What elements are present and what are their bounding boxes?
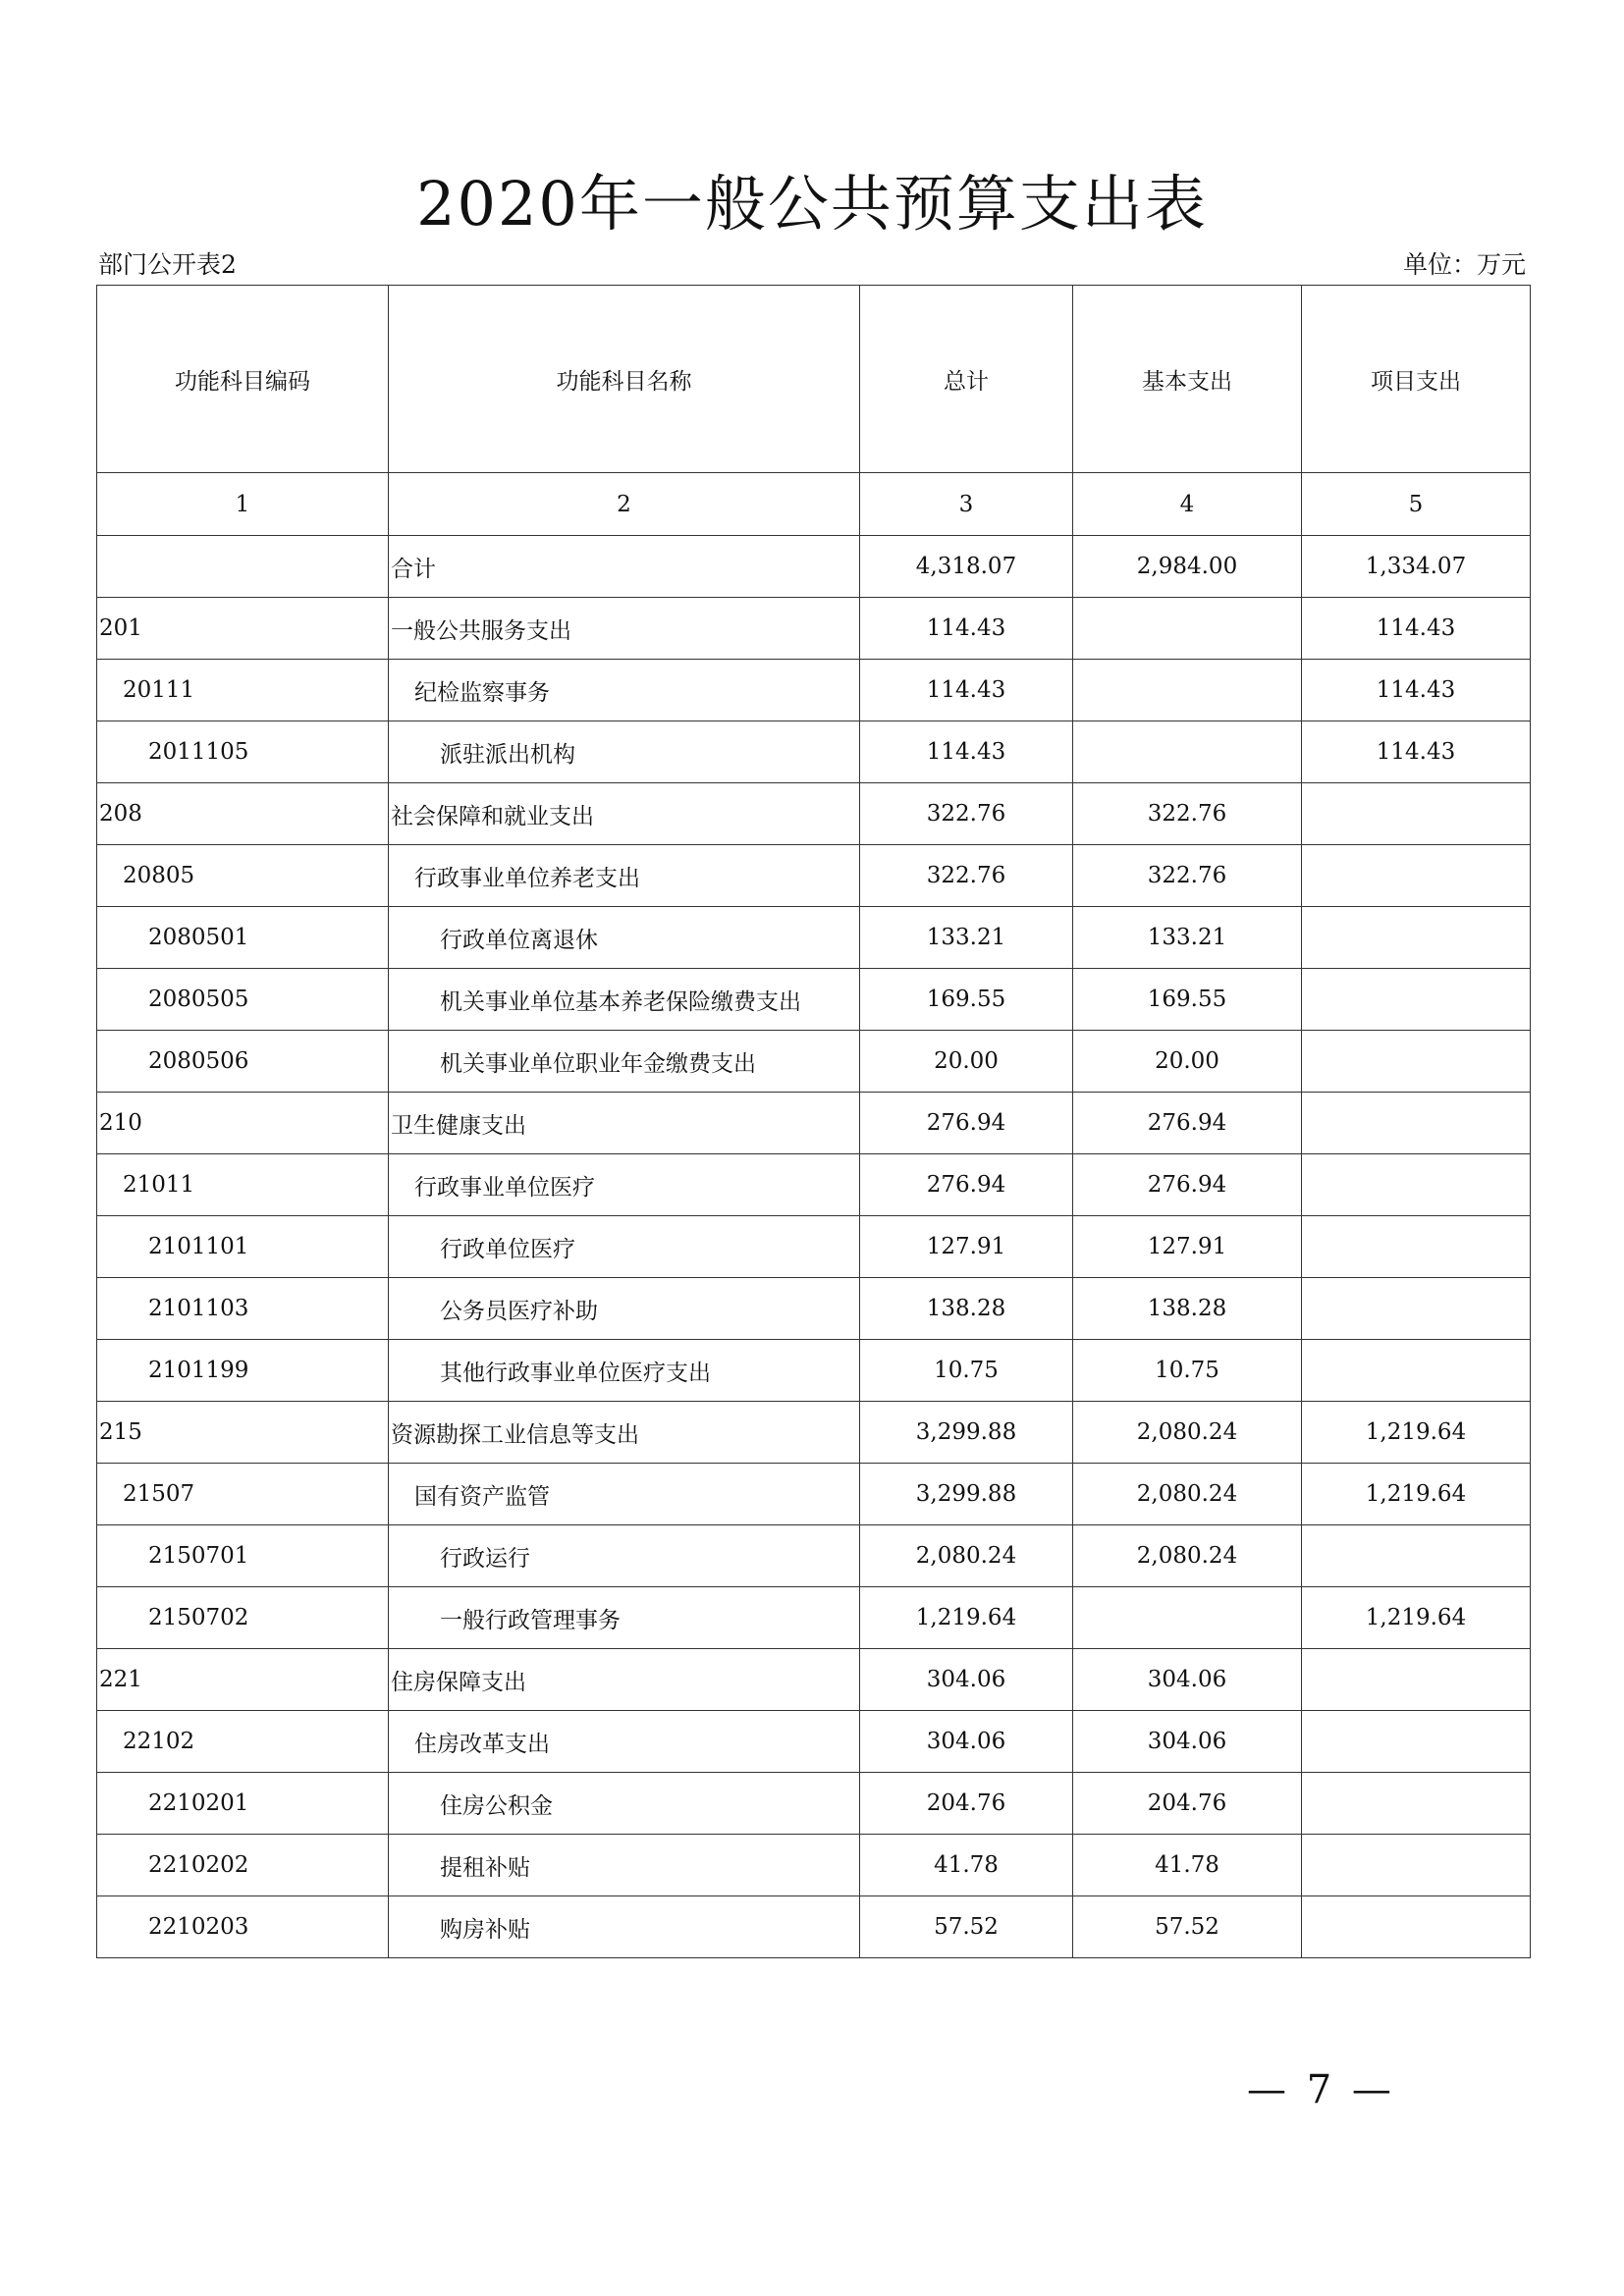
- table-row: [97, 1587, 1531, 1649]
- project-cell: [1302, 1340, 1531, 1402]
- basic-cell: 322.76: [1073, 845, 1302, 907]
- total-cell: 114.43: [860, 660, 1073, 721]
- header-total: 总计: [860, 286, 1073, 473]
- project-cell: 1,334.07: [1302, 536, 1531, 598]
- table-row: [97, 1649, 1531, 1711]
- name-cell: 其他行政事业单位医疗支出: [389, 1340, 860, 1402]
- basic-cell: 304.06: [1073, 1711, 1302, 1773]
- code-cell: 22102: [97, 1711, 389, 1773]
- total-cell: 204.76: [860, 1773, 1073, 1835]
- code-cell: 215: [97, 1402, 389, 1464]
- project-cell: [1302, 1278, 1531, 1340]
- project-cell: 114.43: [1302, 660, 1531, 721]
- project-cell: [1302, 969, 1531, 1031]
- table-row: [97, 1464, 1531, 1525]
- code-cell: 2150701: [97, 1525, 389, 1587]
- basic-cell: 10.75: [1073, 1340, 1302, 1402]
- page-number: — 7 —: [1247, 2067, 1395, 2112]
- table-row: [97, 1154, 1531, 1216]
- basic-cell: [1073, 721, 1302, 783]
- project-cell: [1302, 783, 1531, 845]
- name-cell: 行政事业单位养老支出: [389, 845, 860, 907]
- code-cell: 2101199: [97, 1340, 389, 1402]
- table-row: [97, 969, 1531, 1031]
- table-row: [97, 1773, 1531, 1835]
- project-cell: [1302, 1896, 1531, 1958]
- table-row: [97, 1216, 1531, 1278]
- basic-cell: 2,080.24: [1073, 1402, 1302, 1464]
- name-cell: 行政单位医疗: [389, 1216, 860, 1278]
- name-cell: 一般行政管理事务: [389, 1587, 860, 1649]
- code-cell: 210: [97, 1093, 389, 1154]
- total-cell: 133.21: [860, 907, 1073, 969]
- index-cell: 1: [97, 473, 389, 536]
- name-cell: 购房补贴: [389, 1896, 860, 1958]
- project-cell: [1302, 1216, 1531, 1278]
- basic-cell: 41.78: [1073, 1835, 1302, 1896]
- total-cell: 41.78: [860, 1835, 1073, 1896]
- name-cell: 国有资产监管: [389, 1464, 860, 1525]
- name-cell: 行政运行: [389, 1525, 860, 1587]
- total-cell: 1,219.64: [860, 1587, 1073, 1649]
- basic-cell: 169.55: [1073, 969, 1302, 1031]
- basic-cell: 304.06: [1073, 1649, 1302, 1711]
- basic-cell: [1073, 660, 1302, 721]
- total-cell: 322.76: [860, 783, 1073, 845]
- basic-cell: 20.00: [1073, 1031, 1302, 1093]
- basic-cell: [1073, 598, 1302, 660]
- table-label: 部门公开表2: [98, 250, 237, 279]
- total-cell: 57.52: [860, 1896, 1073, 1958]
- table-row: [97, 1278, 1531, 1340]
- basic-cell: 204.76: [1073, 1773, 1302, 1835]
- basic-cell: 276.94: [1073, 1154, 1302, 1216]
- total-cell: 114.43: [860, 598, 1073, 660]
- total-cell: 2,080.24: [860, 1525, 1073, 1587]
- project-cell: [1302, 907, 1531, 969]
- name-cell: 卫生健康支出: [389, 1093, 860, 1154]
- total-cell: 10.75: [860, 1340, 1073, 1402]
- code-cell: 2101101: [97, 1216, 389, 1278]
- name-cell: 住房保障支出: [389, 1649, 860, 1711]
- unit-label: 单位：万元: [1402, 250, 1526, 279]
- basic-cell: 276.94: [1073, 1093, 1302, 1154]
- project-cell: [1302, 1525, 1531, 1587]
- index-cell: 5: [1302, 473, 1531, 536]
- name-cell: 公务员医疗补助: [389, 1278, 860, 1340]
- name-cell: 行政单位离退休: [389, 907, 860, 969]
- basic-cell: 2,984.00: [1073, 536, 1302, 598]
- name-cell: 行政事业单位医疗: [389, 1154, 860, 1216]
- index-cell: 3: [860, 473, 1073, 536]
- project-cell: 1,219.64: [1302, 1402, 1531, 1464]
- code-cell: 221: [97, 1649, 389, 1711]
- total-cell: 3,299.88: [860, 1402, 1073, 1464]
- code-cell: 21507: [97, 1464, 389, 1525]
- table-row: [97, 1093, 1531, 1154]
- project-cell: [1302, 1093, 1531, 1154]
- total-cell: 127.91: [860, 1216, 1073, 1278]
- total-cell: 20.00: [860, 1031, 1073, 1093]
- basic-cell: 133.21: [1073, 907, 1302, 969]
- basic-cell: 322.76: [1073, 783, 1302, 845]
- code-cell: 2210202: [97, 1835, 389, 1896]
- code-cell: 2080505: [97, 969, 389, 1031]
- code-cell: 208: [97, 783, 389, 845]
- name-cell: 住房公积金: [389, 1773, 860, 1835]
- page-title: 2020年一般公共预算支出表: [416, 168, 1208, 240]
- table-row: [97, 1402, 1531, 1464]
- table-row: [97, 845, 1531, 907]
- project-cell: 114.43: [1302, 721, 1531, 783]
- basic-cell: 2,080.24: [1073, 1464, 1302, 1525]
- code-cell: 20111: [97, 660, 389, 721]
- name-cell: 派驻派出机构: [389, 721, 860, 783]
- basic-cell: 2,080.24: [1073, 1525, 1302, 1587]
- total-cell: 276.94: [860, 1154, 1073, 1216]
- code-cell: 2080501: [97, 907, 389, 969]
- table-row: [97, 721, 1531, 783]
- total-cell: 4,318.07: [860, 536, 1073, 598]
- code-cell: 2101103: [97, 1278, 389, 1340]
- code-cell: 2080506: [97, 1031, 389, 1093]
- table-row: [97, 536, 1531, 598]
- project-cell: [1302, 1711, 1531, 1773]
- code-cell: 201: [97, 598, 389, 660]
- name-cell: 资源勘探工业信息等支出: [389, 1402, 860, 1464]
- name-cell: 社会保障和就业支出: [389, 783, 860, 845]
- name-cell: 一般公共服务支出: [389, 598, 860, 660]
- table-row: [97, 1525, 1531, 1587]
- table-row: [97, 783, 1531, 845]
- index-cell: 4: [1073, 473, 1302, 536]
- total-cell: 304.06: [860, 1649, 1073, 1711]
- project-cell: 1,219.64: [1302, 1464, 1531, 1525]
- table-row: [97, 1340, 1531, 1402]
- total-cell: 322.76: [860, 845, 1073, 907]
- name-cell: 提租补贴: [389, 1835, 860, 1896]
- basic-cell: 57.52: [1073, 1896, 1302, 1958]
- column-index-row: [97, 473, 1531, 536]
- basic-cell: 138.28: [1073, 1278, 1302, 1340]
- total-cell: 3,299.88: [860, 1464, 1073, 1525]
- project-cell: 114.43: [1302, 598, 1531, 660]
- code-cell: [97, 536, 389, 598]
- header-row: [97, 286, 1531, 473]
- table-row: [97, 1835, 1531, 1896]
- index-cell: 2: [389, 473, 860, 536]
- total-cell: 169.55: [860, 969, 1073, 1031]
- project-cell: [1302, 1835, 1531, 1896]
- project-cell: [1302, 1773, 1531, 1835]
- code-cell: 21011: [97, 1154, 389, 1216]
- code-cell: 2011105: [97, 721, 389, 783]
- code-cell: 2210203: [97, 1896, 389, 1958]
- project-cell: [1302, 1031, 1531, 1093]
- code-cell: 2210201: [97, 1773, 389, 1835]
- code-cell: 2150702: [97, 1587, 389, 1649]
- table-row: [97, 907, 1531, 969]
- name-cell: 合计: [389, 536, 860, 598]
- table-row: [97, 1711, 1531, 1773]
- header-name: 功能科目名称: [389, 286, 860, 473]
- project-cell: [1302, 845, 1531, 907]
- name-cell: 机关事业单位基本养老保险缴费支出: [389, 969, 860, 1031]
- basic-cell: 127.91: [1073, 1216, 1302, 1278]
- table-row: [97, 1031, 1531, 1093]
- header-project: 项目支出: [1302, 286, 1531, 473]
- name-cell: 住房改革支出: [389, 1711, 860, 1773]
- header-code: 功能科目编码: [97, 286, 389, 473]
- total-cell: 138.28: [860, 1278, 1073, 1340]
- code-cell: 20805: [97, 845, 389, 907]
- name-cell: 纪检监察事务: [389, 660, 860, 721]
- table-row: [97, 660, 1531, 721]
- project-cell: 1,219.64: [1302, 1587, 1531, 1649]
- budget-table: [96, 285, 1531, 1958]
- total-cell: 276.94: [860, 1093, 1073, 1154]
- total-cell: 304.06: [860, 1711, 1073, 1773]
- project-cell: [1302, 1154, 1531, 1216]
- total-cell: 114.43: [860, 721, 1073, 783]
- name-cell: 机关事业单位职业年金缴费支出: [389, 1031, 860, 1093]
- table-row: [97, 1896, 1531, 1958]
- basic-cell: [1073, 1587, 1302, 1649]
- header-basic: 基本支出: [1073, 286, 1302, 473]
- table-row: [97, 598, 1531, 660]
- project-cell: [1302, 1649, 1531, 1711]
